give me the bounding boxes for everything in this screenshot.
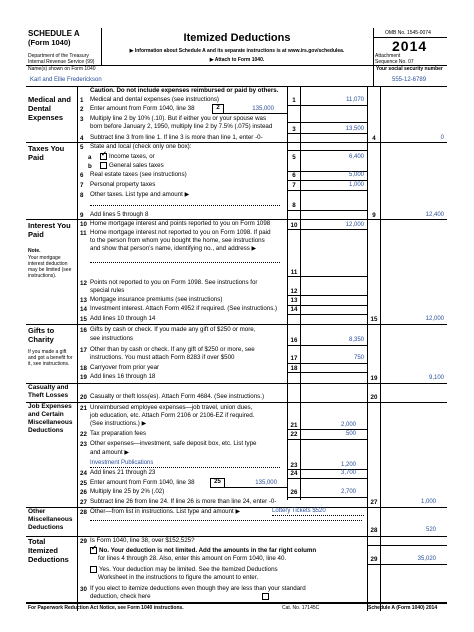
medical-heading: Medical and Dental Expenses: [28, 95, 71, 122]
line-15-value[interactable]: 12,000: [425, 316, 444, 322]
line-11-label-b: to the person from whom you bought the home, see instructions: [90, 237, 265, 244]
other-heading: Other Miscellaneous Deductions: [28, 508, 73, 531]
irs-label: Internal Revenue Service (99): [28, 59, 95, 65]
line-26-value[interactable]: 2,700: [340, 489, 356, 495]
line-23-label-b: and amount ▶: [90, 449, 130, 456]
dept-label: Department of the Treasury: [28, 53, 89, 59]
elect-itemize-checkbox[interactable]: [262, 593, 269, 600]
line-6-value[interactable]: 5,000: [348, 172, 364, 178]
line-21-value[interactable]: 2,000: [340, 422, 356, 428]
line-12-label-a: Points not reported to you on Form 1098. See instructions for: [90, 279, 258, 286]
gifts-note: If you made a gift and got a benefit for it, see instructions.: [28, 349, 73, 367]
footer-form-id: Schedule A (Form 1040) 2014: [368, 605, 438, 611]
line-19-label: Add lines 16 through 18: [90, 373, 156, 380]
line-4-value[interactable]: 0: [440, 135, 444, 141]
line-3-value[interactable]: 13,500: [345, 126, 364, 132]
line-29-yes-text-b: Worksheet in the instructions to figure the amount to enter.: [98, 574, 259, 581]
line-3-label-b: born before January 2, 1950, multiply line 2 by 7.5% (.075) instead: [90, 123, 273, 130]
line-9-label: Add lines 5 through 8: [90, 211, 149, 218]
caution-text: Caution. Do not include expenses reimbursed or paid by others.: [90, 87, 279, 94]
line-29-no-text: No. Your deduction is not limited. Add the amounts in the far right column: [99, 547, 317, 555]
line-28-value[interactable]: 520: [425, 527, 436, 533]
sales-tax-checkbox[interactable]: [100, 162, 107, 169]
line-21-label-b: job education, etc. Attach Form 2106 or 2106-EZ if required.: [90, 412, 255, 419]
line-20-label: Casualty or theft loss(es). Attach Form 4684. (See instructions.): [90, 393, 265, 400]
tax-year: 2014: [392, 38, 428, 54]
line-5-value[interactable]: 6,400: [348, 154, 364, 160]
line-23-label-a: Other expenses—investment, safe deposit box, etc. List type: [90, 440, 257, 447]
line-9-value[interactable]: 12,400: [425, 212, 444, 218]
line-17-label-a: Other than by cash or check. If any gift of $250 or more, see: [90, 346, 255, 353]
note-body: Your mortgage interest deduction may be limited (see instructions).: [28, 255, 72, 279]
line-11-label-a: Home mortgage interest not reported to you on Form 1098. If paid: [90, 229, 271, 236]
line-8-entry[interactable]: [90, 200, 280, 206]
total-heading: Total Itemized Deductions: [28, 537, 69, 564]
sequence-label: Sequence No. 07: [375, 59, 414, 65]
line-5-label: State and local (check only one box):: [90, 143, 192, 150]
line-27-value[interactable]: 1,000: [420, 499, 436, 505]
casualty-heading: Casualty and Theft Losses: [28, 384, 69, 399]
attach-line: ▶ Attach to Form 1040.: [209, 57, 265, 63]
line-3-label-a: Multiply line 2 by 10% (.10). But if either you or your spouse was: [90, 115, 267, 122]
line-10-label: Home mortgage interest and points reported to you on Form 1098: [90, 220, 271, 227]
line-5b-label: General sales taxes: [109, 162, 164, 170]
line-11-label-c: and show that person’s name, identifying no., and address ▶: [90, 245, 257, 252]
line-16-label-b: see instructions: [90, 335, 133, 342]
names-label: Name(s) shown on Form 1040: [28, 66, 96, 72]
line-29-label: Is Form 1040, line 38, over $152,525?: [90, 537, 195, 544]
note-title: Note.: [28, 248, 41, 254]
line-16-label-a: Gifts by cash or check. If you made any gift of $250 or more,: [90, 326, 256, 333]
line-30-label-a: If you elect to itemize deductions even though they are less than your standard: [90, 585, 306, 592]
line-19-value[interactable]: 9,100: [428, 375, 444, 381]
paperwork-notice: For Paperwork Reduction Act Notice, see Form 1040 instructions.: [28, 605, 184, 611]
line-29-value[interactable]: 35,020: [417, 556, 436, 562]
form-label: (Form 1040): [28, 38, 71, 47]
yes-checkbox[interactable]: [90, 566, 97, 573]
line-7-value[interactable]: 1,000: [348, 182, 364, 188]
line-6-label: Real estate taxes (see instructions): [90, 171, 187, 178]
taxpayer-ssn[interactable]: 555-12-6789: [392, 77, 427, 83]
line-27-label: Subtract line 26 from line 24. If line 26 is more than line 24, enter -0-: [90, 498, 277, 505]
line-11-entry[interactable]: [90, 262, 280, 263]
line-1-value[interactable]: 11,070: [346, 97, 364, 103]
ssn-label: Your social security number: [376, 66, 443, 72]
form-title: Itemized Deductions: [183, 32, 291, 44]
info-line: ▶ Information about Schedule A and its separate instructions is at www.irs.gov/schedulea.: [129, 48, 345, 54]
line-29-no-text-b: for lines 4 through 28. Also, enter this amount on Form 1040, line 40.: [98, 555, 287, 562]
line-28-label: Other—from list in instructions. List type and amount ▶: [90, 508, 241, 515]
line-22-value[interactable]: 500: [345, 431, 356, 437]
taxes-heading: Taxes You Paid: [28, 144, 65, 162]
schedule-label: SCHEDULE A: [28, 29, 80, 38]
line-30-label-b: deduction, check here: [90, 593, 151, 601]
line-2-value[interactable]: 135,000: [252, 106, 274, 112]
line-7-label: Personal property taxes: [90, 181, 156, 188]
line-21-label-a: Unreimbursed employee expenses—job travel, union dues,: [90, 404, 253, 411]
line-5a-label: Income taxes, or: [109, 153, 155, 161]
line-23-value[interactable]: 1,200: [340, 462, 356, 468]
line-2-label: Enter amount from Form 1040, line 38: [90, 105, 195, 112]
line-25-value[interactable]: 135,000: [255, 480, 277, 486]
line-22-label: Tax preparation fees: [90, 430, 147, 437]
line-1-label: Medical and dental expenses (see instructions): [90, 96, 219, 103]
line-4-label: Subtract line 3 from line 1. If line 3 is more than line 1, enter -0-: [90, 134, 263, 141]
interest-heading: Interest You Paid: [28, 221, 71, 239]
job-expenses-heading: Job Expenses and Certain Miscellaneous Deductions: [28, 403, 73, 434]
line-15-label: Add lines 10 through 14: [90, 315, 156, 322]
line-24-label: Add lines 21 through 23: [90, 469, 156, 476]
line-18-label: Carryover from prior year: [90, 364, 160, 371]
line-8-label: Other taxes. List type and amount ▶: [90, 191, 190, 198]
cat-number: Cat. No. 17145C: [282, 605, 320, 611]
line-17-value[interactable]: 750: [353, 355, 364, 361]
line-24-value[interactable]: 3,700: [340, 470, 356, 476]
line-14-label: Investment interest. Attach Form 4952 if required. (See instructions.): [90, 305, 278, 312]
line-28-entry[interactable]: Lottery Tickets $520: [272, 508, 364, 516]
line-17-label-b: instructions. You must attach Form 8283 if over $500: [90, 354, 235, 361]
omb-number: OMB No. 1545-0074: [385, 30, 431, 36]
attachment-label: Attachment: [375, 53, 401, 59]
line-16-value[interactable]: 8,350: [348, 337, 364, 343]
no-checkbox[interactable]: ✔: [91, 545, 97, 552]
line-26-label: Multiply line 25 by 2% (.02): [90, 488, 165, 495]
line-12-label-b: special rules: [90, 287, 125, 294]
line-13-label: Mortgage insurance premiums (see instructions): [90, 296, 223, 303]
line-23-entry[interactable]: Investment Publications: [90, 460, 280, 468]
income-tax-checkbox[interactable]: ✔: [101, 151, 107, 158]
line-10-value[interactable]: 12,000: [345, 222, 364, 228]
gifts-heading: Gifts to Charity: [28, 326, 55, 344]
line-29-yes-text: Yes. Your deduction may be limited. See the Itemized Deductions: [99, 566, 278, 574]
line-21-label-c: (See instructions.) ▶: [90, 420, 147, 427]
line-25-label: Enter amount from Form 1040, line 38: [90, 479, 195, 486]
taxpayer-names[interactable]: Karl and Ellie Frederickson: [30, 77, 102, 83]
